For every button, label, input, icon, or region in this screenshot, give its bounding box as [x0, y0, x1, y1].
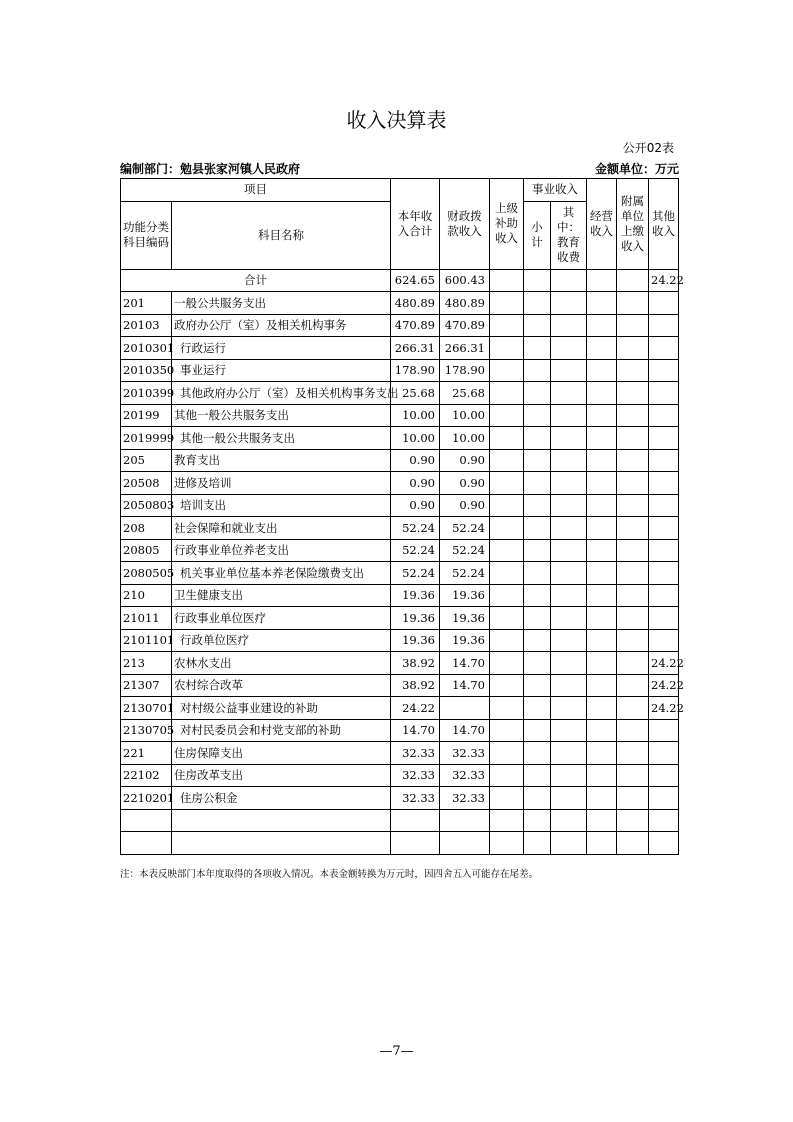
row-empty-cell	[587, 427, 617, 450]
row-empty-cell	[440, 832, 490, 855]
table-row	[121, 517, 679, 540]
row-empty-cell	[524, 742, 551, 765]
row-subject-name: 住房公积金	[172, 787, 391, 810]
row-fiscal: 0.90	[440, 472, 490, 495]
row-code: 2130701	[121, 697, 172, 720]
row-empty-cell	[617, 607, 649, 630]
row-empty-cell	[551, 607, 587, 630]
row-empty-cell	[524, 584, 551, 607]
row-empty-cell	[490, 584, 524, 607]
row-subject-name: 教育支出	[172, 449, 391, 472]
row-year-total: 19.36	[391, 584, 440, 607]
row-other	[649, 742, 679, 765]
table-row	[121, 764, 679, 787]
row-subject-name: 其他政府办公厅（室）及相关机构事务支出	[172, 382, 391, 405]
row-empty-cell	[587, 832, 617, 855]
row-other	[649, 787, 679, 810]
table-row	[121, 539, 679, 562]
row-empty-cell	[617, 787, 649, 810]
row-empty-cell	[490, 562, 524, 585]
table-row	[121, 562, 679, 585]
row-empty-cell	[617, 449, 649, 472]
row-empty-cell	[524, 629, 551, 652]
row-empty-cell	[617, 742, 649, 765]
table-row	[121, 359, 679, 382]
row-empty-cell	[524, 764, 551, 787]
row-year-total: 38.92	[391, 652, 440, 675]
row-empty-cell	[551, 472, 587, 495]
row-empty-cell	[490, 742, 524, 765]
row-code: 2010399	[121, 382, 172, 405]
table-row	[121, 382, 679, 405]
row-empty-cell	[524, 472, 551, 495]
row-year-total: 10.00	[391, 427, 440, 450]
row-other	[649, 562, 679, 585]
department-label: 编制部门：勉县张家河镇人民政府	[120, 162, 301, 176]
row-empty-cell	[617, 517, 649, 540]
row-empty-cell	[617, 809, 649, 832]
row-code: 2050803	[121, 494, 172, 517]
row-empty-cell	[490, 337, 524, 360]
row-empty-cell	[587, 674, 617, 697]
row-empty-cell	[490, 764, 524, 787]
row-empty-cell	[587, 472, 617, 495]
row-other	[649, 337, 679, 360]
blank-row	[121, 809, 679, 832]
row-empty-cell	[551, 809, 587, 832]
table-row	[121, 787, 679, 810]
row-empty-cell	[617, 472, 649, 495]
row-empty-cell	[490, 652, 524, 675]
row-empty-cell	[490, 674, 524, 697]
row-fiscal: 470.89	[440, 314, 490, 337]
row-empty-cell	[172, 809, 391, 832]
row-empty-cell	[490, 292, 524, 315]
header-func-code: 功能分类科目编码	[121, 201, 172, 269]
row-year-total: 52.24	[391, 539, 440, 562]
row-empty-cell	[551, 787, 587, 810]
row-code: 2210201	[121, 787, 172, 810]
row-fiscal: 32.33	[440, 742, 490, 765]
row-empty-cell	[587, 404, 617, 427]
row-year-total: 0.90	[391, 494, 440, 517]
total-fiscal: 600.43	[440, 269, 490, 292]
row-empty-cell	[551, 584, 587, 607]
row-empty-cell	[121, 809, 172, 832]
row-empty-cell	[551, 382, 587, 405]
row-fiscal: 52.24	[440, 539, 490, 562]
row-empty-cell	[551, 652, 587, 675]
row-empty-cell	[587, 787, 617, 810]
table-row	[121, 292, 679, 315]
row-other	[649, 764, 679, 787]
row-fiscal: 19.36	[440, 629, 490, 652]
row-fiscal: 10.00	[440, 427, 490, 450]
row-empty-cell	[551, 629, 587, 652]
row-other	[649, 314, 679, 337]
table-row	[121, 584, 679, 607]
table-row	[121, 427, 679, 450]
row-fiscal: 32.33	[440, 764, 490, 787]
row-other	[649, 629, 679, 652]
row-subject-name: 其他一般公共服务支出	[172, 427, 391, 450]
header-upper-subsidy: 上级补助收入	[490, 179, 524, 270]
row-code: 205	[121, 449, 172, 472]
row-fiscal	[440, 697, 490, 720]
row-empty-cell	[587, 764, 617, 787]
row-subject-name: 行政事业单位养老支出	[172, 539, 391, 562]
row-other	[649, 404, 679, 427]
row-empty-cell	[524, 674, 551, 697]
row-empty-cell	[524, 314, 551, 337]
row-subject-name: 行政事业单位医疗	[172, 607, 391, 630]
row-fiscal: 178.90	[440, 359, 490, 382]
row-empty-cell	[490, 809, 524, 832]
row-empty-cell	[524, 382, 551, 405]
row-code: 20103	[121, 314, 172, 337]
row-empty-cell	[490, 517, 524, 540]
header-other: 其他收入	[649, 179, 679, 270]
row-other: 24.22	[649, 674, 679, 697]
footnote: 注：本表反映部门本年度取得的各项收入情况。本表金额转换为万元时，因四舍五入可能存在尾差。	[120, 869, 539, 880]
row-empty-cell	[524, 652, 551, 675]
row-empty-cell	[617, 359, 649, 382]
row-empty-cell	[617, 629, 649, 652]
row-empty-cell	[649, 832, 679, 855]
row-empty-cell	[490, 382, 524, 405]
row-other: 24.22	[649, 652, 679, 675]
row-empty-cell	[490, 539, 524, 562]
row-other	[649, 449, 679, 472]
row-empty-cell	[617, 832, 649, 855]
table-row	[121, 449, 679, 472]
row-fiscal: 32.33	[440, 787, 490, 810]
blank-row	[121, 832, 679, 855]
row-fiscal: 10.00	[440, 404, 490, 427]
row-subject-name: 对村级公益事业建设的补助	[172, 697, 391, 720]
row-empty-cell	[490, 607, 524, 630]
row-code: 2101101	[121, 629, 172, 652]
row-empty-cell	[617, 584, 649, 607]
row-fiscal: 480.89	[440, 292, 490, 315]
row-empty-cell	[490, 472, 524, 495]
row-code: 20199	[121, 404, 172, 427]
header-business-income: 事业收入	[524, 179, 587, 202]
row-empty-cell	[524, 539, 551, 562]
row-year-total: 0.90	[391, 449, 440, 472]
row-empty-cell	[524, 337, 551, 360]
row-empty-cell	[587, 539, 617, 562]
table-row	[121, 404, 679, 427]
row-empty-cell	[587, 562, 617, 585]
row-fiscal: 52.24	[440, 562, 490, 585]
row-code: 2010301	[121, 337, 172, 360]
row-empty-cell	[391, 832, 440, 855]
page-number: —7—	[379, 1044, 414, 1059]
row-fiscal: 14.70	[440, 719, 490, 742]
form-number: 公开02表	[622, 141, 674, 155]
row-empty-cell	[551, 494, 587, 517]
row-empty-cell	[587, 449, 617, 472]
row-empty-cell	[551, 719, 587, 742]
header-subtotal: 小计	[524, 201, 551, 269]
row-year-total: 178.90	[391, 359, 440, 382]
row-empty-cell	[524, 359, 551, 382]
row-year-total: 24.22	[391, 697, 440, 720]
row-code: 21307	[121, 674, 172, 697]
row-empty-cell	[551, 539, 587, 562]
row-subject-name: 政府办公厅（室）及相关机构事务	[172, 314, 391, 337]
row-other	[649, 607, 679, 630]
row-code: 2130705	[121, 719, 172, 742]
row-empty-cell	[551, 292, 587, 315]
row-empty-cell	[551, 562, 587, 585]
row-year-total: 32.33	[391, 764, 440, 787]
row-empty-cell	[617, 652, 649, 675]
row-year-total: 19.36	[391, 629, 440, 652]
row-empty-cell	[617, 337, 649, 360]
row-empty-cell	[551, 674, 587, 697]
row-empty-cell	[490, 449, 524, 472]
row-empty-cell	[524, 719, 551, 742]
row-empty-cell	[587, 742, 617, 765]
row-empty-cell	[617, 562, 649, 585]
row-subject-name: 农林水支出	[172, 652, 391, 675]
row-year-total: 470.89	[391, 314, 440, 337]
row-code: 22102	[121, 764, 172, 787]
row-year-total: 480.89	[391, 292, 440, 315]
row-empty-cell	[617, 719, 649, 742]
row-fiscal: 266.31	[440, 337, 490, 360]
row-other: 24.22	[649, 697, 679, 720]
row-empty-cell	[587, 719, 617, 742]
row-empty-cell	[587, 314, 617, 337]
row-empty-cell	[551, 764, 587, 787]
row-empty-cell	[617, 404, 649, 427]
row-subject-name: 行政运行	[172, 337, 391, 360]
table-row	[121, 719, 679, 742]
row-code: 20805	[121, 539, 172, 562]
row-fiscal: 14.70	[440, 674, 490, 697]
row-year-total: 266.31	[391, 337, 440, 360]
row-fiscal: 0.90	[440, 449, 490, 472]
header-operating: 经营收入	[587, 179, 617, 270]
row-code: 2010350	[121, 359, 172, 382]
row-empty-cell	[524, 292, 551, 315]
row-empty-cell	[617, 539, 649, 562]
table-row	[121, 742, 679, 765]
row-empty-cell	[490, 404, 524, 427]
header-edu-fee: 其中：教育收费	[551, 201, 587, 269]
row-empty-cell	[524, 427, 551, 450]
row-fiscal: 14.70	[440, 652, 490, 675]
total-label: 合计	[121, 269, 391, 292]
row-empty-cell	[490, 427, 524, 450]
row-empty-cell	[490, 629, 524, 652]
row-empty-cell	[617, 494, 649, 517]
row-subject-name: 培训支出	[172, 494, 391, 517]
row-code: 221	[121, 742, 172, 765]
row-empty-cell	[121, 832, 172, 855]
row-other	[649, 494, 679, 517]
row-empty-cell	[617, 427, 649, 450]
row-empty-cell	[490, 719, 524, 742]
row-empty-cell	[617, 382, 649, 405]
table-row	[121, 652, 679, 675]
row-empty-cell	[587, 292, 617, 315]
table-row	[121, 472, 679, 495]
row-empty-cell	[551, 742, 587, 765]
row-empty-cell	[587, 337, 617, 360]
row-other	[649, 584, 679, 607]
row-year-total: 38.92	[391, 674, 440, 697]
row-empty-cell	[587, 607, 617, 630]
row-empty-cell	[524, 404, 551, 427]
row-fiscal: 25.68	[440, 382, 490, 405]
row-empty-cell	[490, 787, 524, 810]
row-year-total: 32.33	[391, 787, 440, 810]
row-empty-cell	[391, 809, 440, 832]
total-row	[121, 269, 679, 292]
row-subject-name: 进修及培训	[172, 472, 391, 495]
row-year-total: 19.36	[391, 607, 440, 630]
header-affiliated: 附属单位上缴收入	[617, 179, 649, 270]
row-year-total: 52.24	[391, 562, 440, 585]
row-empty-cell	[524, 607, 551, 630]
header-year-total: 本年收入合计	[391, 179, 440, 270]
page-title: 收入决算表	[346, 108, 447, 132]
row-other	[649, 427, 679, 450]
row-code: 210	[121, 584, 172, 607]
row-empty-cell	[524, 449, 551, 472]
row-subject-name: 住房改革支出	[172, 764, 391, 787]
header-fiscal: 财政拨款收入	[440, 179, 490, 270]
row-empty-cell	[587, 494, 617, 517]
header-subject-name: 科目名称	[172, 201, 391, 269]
row-code: 201	[121, 292, 172, 315]
row-empty-cell	[524, 562, 551, 585]
table-row	[121, 674, 679, 697]
row-empty-cell	[617, 674, 649, 697]
row-other	[649, 539, 679, 562]
row-fiscal: 52.24	[440, 517, 490, 540]
table-row	[121, 697, 679, 720]
row-subject-name: 事业运行	[172, 359, 391, 382]
row-empty-cell	[524, 787, 551, 810]
row-other	[649, 292, 679, 315]
row-empty-cell	[587, 652, 617, 675]
row-fiscal: 19.36	[440, 584, 490, 607]
row-empty-cell	[617, 292, 649, 315]
row-empty-cell	[524, 494, 551, 517]
row-subject-name: 一般公共服务支出	[172, 292, 391, 315]
row-code: 20508	[121, 472, 172, 495]
row-year-total: 32.33	[391, 742, 440, 765]
table-row	[121, 607, 679, 630]
row-empty-cell	[551, 427, 587, 450]
row-subject-name: 农村综合改革	[172, 674, 391, 697]
row-empty-cell	[440, 809, 490, 832]
row-empty-cell	[551, 359, 587, 382]
row-empty-cell	[587, 359, 617, 382]
row-other	[649, 472, 679, 495]
row-subject-name: 卫生健康支出	[172, 584, 391, 607]
table-row	[121, 494, 679, 517]
row-subject-name: 机关事业单位基本养老保险缴费支出	[172, 562, 391, 585]
row-subject-name: 其他一般公共服务支出	[172, 404, 391, 427]
row-year-total: 52.24	[391, 517, 440, 540]
row-empty-cell	[587, 584, 617, 607]
row-empty-cell	[551, 517, 587, 540]
row-empty-cell	[551, 314, 587, 337]
unit-label: 金额单位：万元	[594, 162, 679, 176]
row-empty-cell	[551, 697, 587, 720]
row-empty-cell	[587, 629, 617, 652]
row-empty-cell	[587, 382, 617, 405]
row-subject-name: 住房保障支出	[172, 742, 391, 765]
row-year-total: 14.70	[391, 719, 440, 742]
row-empty-cell	[490, 359, 524, 382]
row-code: 2080505	[121, 562, 172, 585]
row-empty-cell	[617, 314, 649, 337]
row-empty-cell	[617, 697, 649, 720]
row-empty-cell	[490, 314, 524, 337]
row-fiscal: 19.36	[440, 607, 490, 630]
row-other	[649, 359, 679, 382]
row-code: 208	[121, 517, 172, 540]
row-empty-cell	[587, 697, 617, 720]
row-year-total: 0.90	[391, 472, 440, 495]
row-empty-cell	[649, 809, 679, 832]
row-subject-name: 行政单位医疗	[172, 629, 391, 652]
row-empty-cell	[490, 832, 524, 855]
row-other	[649, 382, 679, 405]
row-empty-cell	[551, 404, 587, 427]
row-other	[649, 719, 679, 742]
row-empty-cell	[551, 449, 587, 472]
row-year-total: 10.00	[391, 404, 440, 427]
row-code: 213	[121, 652, 172, 675]
row-subject-name: 社会保障和就业支出	[172, 517, 391, 540]
row-empty-cell	[490, 494, 524, 517]
row-empty-cell	[524, 832, 551, 855]
table-row	[121, 337, 679, 360]
table-row	[121, 314, 679, 337]
total-year-total: 624.65	[391, 269, 440, 292]
row-code: 2019999	[121, 427, 172, 450]
row-fiscal: 0.90	[440, 494, 490, 517]
row-empty-cell	[524, 697, 551, 720]
row-empty-cell	[524, 809, 551, 832]
income-table	[120, 178, 684, 855]
table-row	[121, 629, 679, 652]
row-empty-cell	[587, 517, 617, 540]
row-subject-name: 对村民委员会和村党支部的补助	[172, 719, 391, 742]
row-empty-cell	[617, 764, 649, 787]
row-empty-cell	[172, 832, 391, 855]
row-year-total: 25.68	[391, 382, 440, 405]
row-empty-cell	[524, 517, 551, 540]
row-code: 21011	[121, 607, 172, 630]
row-empty-cell	[490, 697, 524, 720]
row-empty-cell	[551, 337, 587, 360]
total-other: 24.22	[649, 269, 679, 292]
row-empty-cell	[587, 809, 617, 832]
row-other	[649, 517, 679, 540]
header-project: 项目	[121, 179, 391, 202]
row-empty-cell	[551, 832, 587, 855]
